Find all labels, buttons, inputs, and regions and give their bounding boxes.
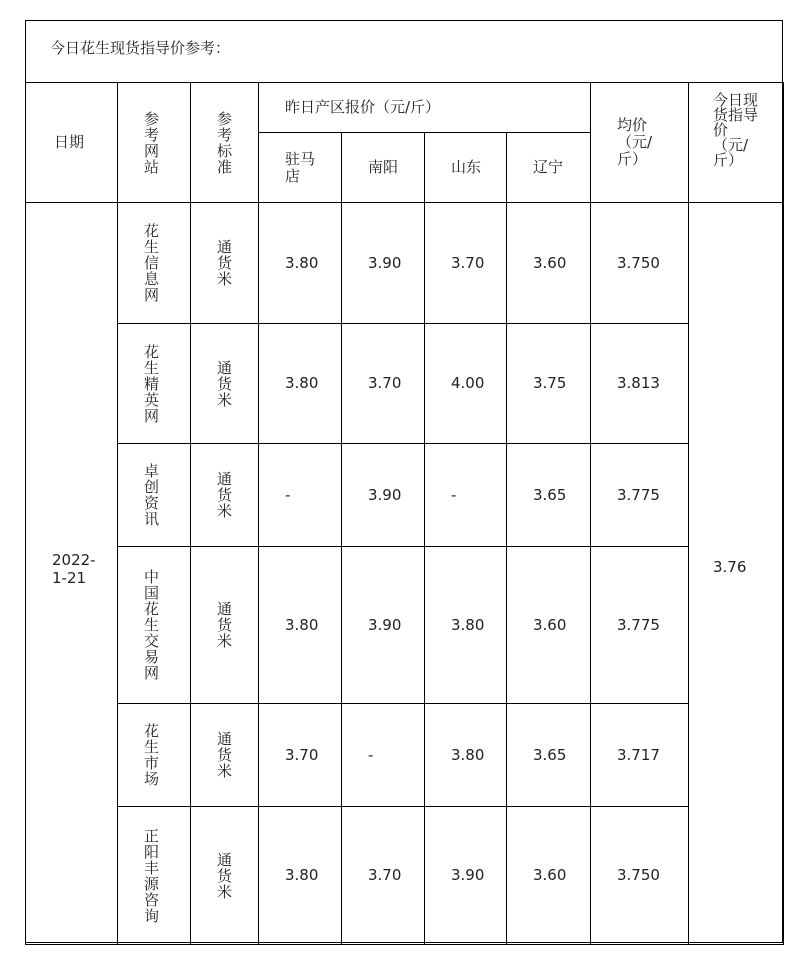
price-cell: 3.80: [259, 807, 342, 945]
site-name: 正阳丰源咨询: [118, 807, 191, 945]
site-name: 花生信息网: [118, 203, 191, 324]
header-region-zhumadian: 驻马店: [259, 133, 342, 203]
price-cell: 3.70: [259, 704, 342, 807]
date-value: 2022-1-21: [26, 203, 118, 945]
header-region-nanyang: 南阳: [342, 133, 425, 203]
price-cell: 3.90: [342, 547, 425, 704]
header-guide: 今日现货指导价（元/斤）: [689, 83, 784, 203]
price-cell: 3.90: [342, 444, 425, 547]
table-row: [26, 807, 784, 945]
standard-name: 通货米: [191, 444, 259, 547]
price-cell: -: [425, 444, 507, 547]
site-name: 花生精英网: [118, 324, 191, 444]
header-date: 日期: [26, 83, 118, 203]
table-row: [26, 704, 784, 807]
standard-name: 通货米: [191, 203, 259, 324]
price-cell: 3.70: [425, 203, 507, 324]
avg-cell: 3.750: [591, 203, 689, 324]
price-cell: 3.80: [425, 704, 507, 807]
price-cell: 3.90: [425, 807, 507, 945]
price-table-frame: [25, 20, 783, 943]
header-region-shandong: 山东: [425, 133, 507, 203]
header-avg: 均价（元/斤）: [591, 83, 689, 203]
price-cell: 3.80: [425, 547, 507, 704]
price-cell: 3.60: [507, 807, 591, 945]
price-cell: 3.75: [507, 324, 591, 444]
price-cell: 3.70: [342, 807, 425, 945]
table-row: [26, 203, 784, 324]
price-cell: -: [259, 444, 342, 547]
price-cell: 4.00: [425, 324, 507, 444]
standard-name: 通货米: [191, 324, 259, 444]
standard-name: 通货米: [191, 547, 259, 704]
price-cell: 3.80: [259, 203, 342, 324]
header-standard: 参考标准: [191, 83, 259, 203]
table-row: [26, 324, 784, 444]
price-cell: 3.60: [507, 547, 591, 704]
price-cell: 3.70: [342, 324, 425, 444]
standard-name: 通货米: [191, 704, 259, 807]
table-row: [26, 444, 784, 547]
header-quote-group: 昨日产区报价（元/斤）: [259, 83, 591, 133]
price-cell: -: [342, 704, 425, 807]
price-cell: 3.65: [507, 444, 591, 547]
avg-cell: 3.775: [591, 547, 689, 704]
price-cell: 3.90: [342, 203, 425, 324]
avg-cell: 3.775: [591, 444, 689, 547]
standard-name: 通货米: [191, 807, 259, 945]
price-cell: 3.80: [259, 547, 342, 704]
header-region-liaoning: 辽宁: [507, 133, 591, 203]
header-site: 参考网站: [118, 83, 191, 203]
site-name: 中国花生交易网: [118, 547, 191, 704]
site-name: 卓创资讯: [118, 444, 191, 547]
avg-cell: 3.750: [591, 807, 689, 945]
site-name: 花生市场: [118, 704, 191, 807]
guide-price-value: 3.76: [689, 203, 784, 945]
table-caption: 今日花生现货指导价参考：: [26, 21, 782, 83]
table-row: [26, 547, 784, 704]
price-cell: 3.60: [507, 203, 591, 324]
price-cell: 3.80: [259, 324, 342, 444]
avg-cell: 3.717: [591, 704, 689, 807]
avg-cell: 3.813: [591, 324, 689, 444]
price-table: [25, 82, 784, 945]
price-cell: 3.65: [507, 704, 591, 807]
